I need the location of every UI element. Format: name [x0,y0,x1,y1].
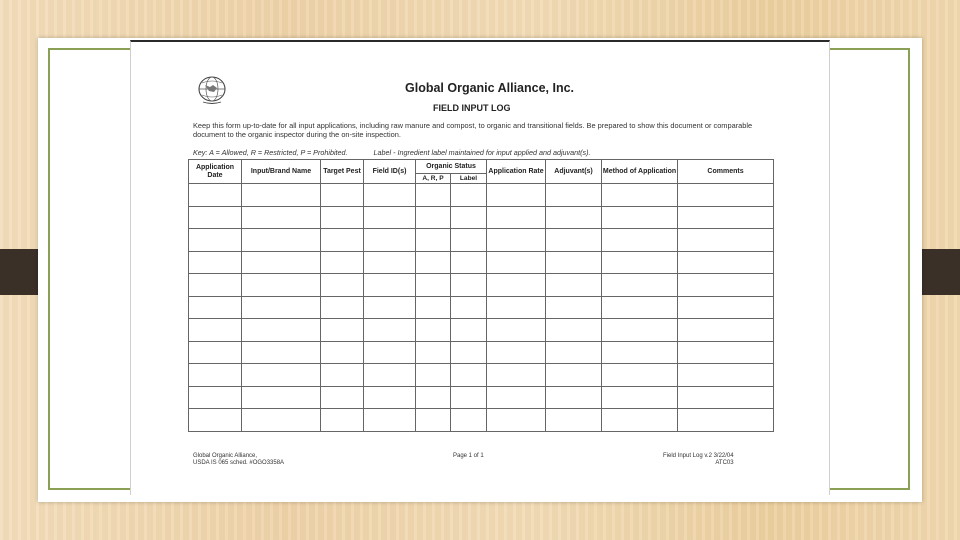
footer-right-line2: ATC03 [715,460,734,466]
footer-left-line2: USDA IS 065 sched. #OGO3358A [193,460,285,466]
key-status: Key: A = Allowed, R = Restricted, P = Prohibited. [193,148,348,157]
form-title: FIELD INPUT LOG [433,103,511,113]
key-legend [193,148,615,157]
table-row [189,319,774,342]
footer-page-number: Page 1 of 1 [453,453,484,459]
table-row [189,341,774,364]
col-status-arp: A, R, P [416,174,451,184]
table-row [189,364,774,387]
footer-left [193,453,284,467]
instructions-text: Keep this form up-to-date for all input applications, including raw manure and compost, to organic and transitional fields. Be prepared to show this document or comparable document to the organic inspector during the on-site inspection. [193,121,753,139]
slide [38,38,922,502]
scanned-form [130,40,830,495]
col-method-of-application: Method of Application [602,160,678,184]
footer-right-line1: Field Input Log v.2 3/22/04 [663,453,734,459]
table-row [189,386,774,409]
globe-logo-icon [197,74,227,106]
col-target-pest: Target Pest [321,160,364,184]
col-status-label: Label [451,174,487,184]
table-row [189,296,774,319]
company-name: Global Organic Alliance, Inc. [405,81,575,95]
col-input-brand-name: Input/Brand Name [242,160,321,184]
table-row [189,409,774,432]
col-organic-status: Organic Status [416,160,487,174]
col-field-ids: Field ID(s) [364,160,416,184]
col-comments: Comments [678,160,774,184]
col-adjuvants: Adjuvant(s) [546,160,602,184]
table-row [189,229,774,252]
table-row [189,274,774,297]
key-label: Label - Ingredient label maintained for input applied and adjuvant(s). [373,148,591,157]
table-row [189,206,774,229]
table-row [189,184,774,207]
footer-right [663,453,734,467]
col-application-date: Application Date [189,160,242,184]
footer-left-line1: Global Organic Alliance, [193,453,258,459]
field-input-log-table [188,159,774,432]
col-application-rate: Application Rate [487,160,546,184]
table-row [189,251,774,274]
